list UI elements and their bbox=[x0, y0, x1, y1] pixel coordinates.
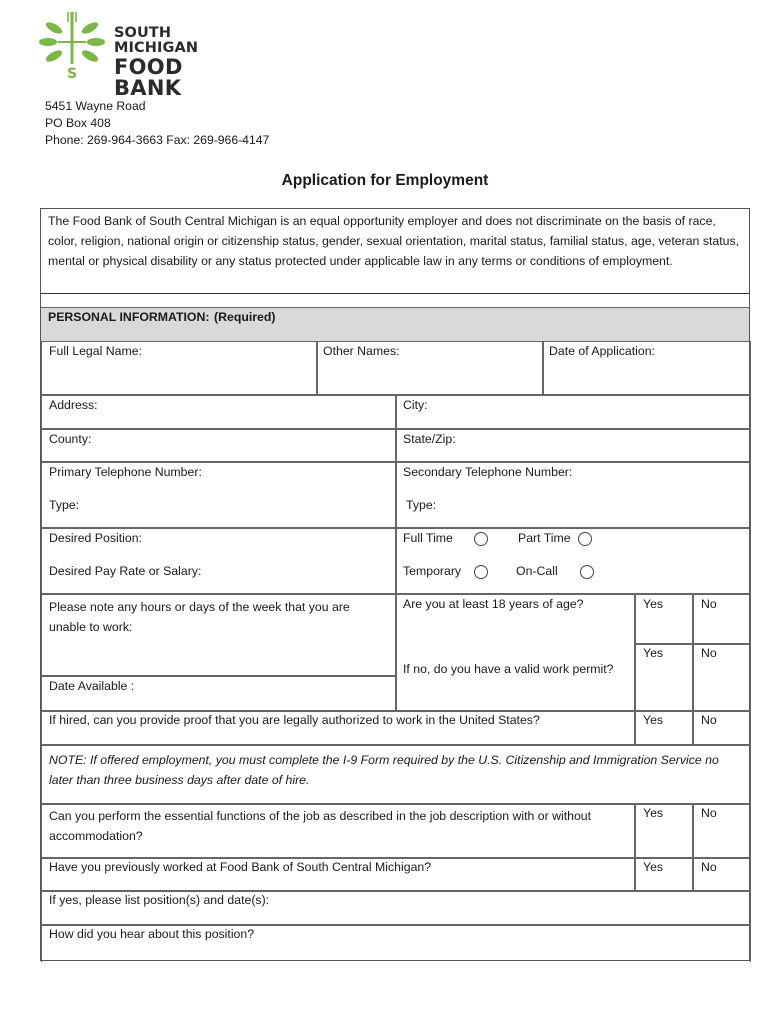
prior-positions-label: If yes, please list position(s) and date(s): bbox=[49, 893, 270, 907]
heard-about-label: How did you hear about this position? bbox=[49, 927, 255, 941]
essential-functions-no[interactable] bbox=[693, 804, 751, 858]
legal-authorization-yes-label: Yes bbox=[643, 713, 664, 727]
desired-position-label: Desired Position: bbox=[49, 531, 142, 545]
essential-functions-yes[interactable] bbox=[635, 804, 693, 858]
legal-authorization-no[interactable] bbox=[693, 711, 751, 745]
prior-positions-field[interactable] bbox=[41, 891, 751, 925]
age-18-question: Are you at least 18 years of age? bbox=[403, 597, 584, 611]
svg-text:S: S bbox=[67, 66, 78, 80]
work-permit-no-label: No bbox=[701, 646, 717, 660]
address-line2: PO Box 408 bbox=[45, 116, 111, 130]
address-field[interactable] bbox=[41, 395, 396, 429]
date-of-application-label: Date of Application: bbox=[549, 344, 655, 358]
full-time-label: Full Time bbox=[403, 531, 453, 545]
org-name-line2: FOOD BANK bbox=[114, 55, 183, 100]
other-names-label: Other Names: bbox=[323, 344, 400, 358]
previously-worked-no[interactable] bbox=[693, 858, 751, 891]
essential-functions-yes-label: Yes bbox=[643, 806, 664, 820]
state-zip-label: State/Zip: bbox=[403, 432, 456, 446]
secondary-phone-type-label: Type: bbox=[406, 498, 437, 512]
legal-authorization-yes[interactable] bbox=[635, 711, 693, 745]
city-label: City: bbox=[403, 398, 428, 412]
age-18-yes-label: Yes bbox=[643, 597, 664, 611]
date-available-label: Date Available : bbox=[49, 679, 135, 693]
legal-authorization-question bbox=[41, 711, 635, 745]
i9-note bbox=[41, 745, 751, 804]
org-name-line1: SOUTH MICHIGAN bbox=[114, 25, 199, 56]
secondary-phone-label: Secondary Telephone Number: bbox=[403, 465, 573, 479]
other-names-field[interactable] bbox=[317, 341, 543, 395]
previously-worked-no-label: No bbox=[701, 860, 717, 874]
state-zip-field[interactable] bbox=[396, 429, 751, 462]
section-heading: PERSONAL INFORMATION: bbox=[48, 310, 210, 324]
address-label: Address: bbox=[49, 398, 98, 412]
legal-authorization-no-label: No bbox=[701, 713, 717, 727]
work-permit-yes[interactable] bbox=[635, 644, 693, 711]
age-18-yes[interactable] bbox=[635, 594, 693, 644]
phone-fax: Phone: 269-964-3663 Fax: 269-966-4147 bbox=[45, 133, 270, 147]
secondary-phone-field[interactable] bbox=[396, 462, 751, 528]
part-time-radio[interactable] bbox=[578, 532, 592, 546]
i9-note-text: NOTE: If offered employment, you must complete the I-9 Form required by the U.S. Citizenship and Immigration Service no later than three business days after date of hire. bbox=[49, 753, 719, 787]
full-legal-name-label: Full Legal Name: bbox=[49, 344, 142, 358]
full-legal-name-field[interactable] bbox=[41, 341, 317, 395]
age-18-no[interactable] bbox=[693, 594, 751, 644]
primary-phone-label: Primary Telephone Number: bbox=[49, 465, 202, 479]
previously-worked-yes[interactable] bbox=[635, 858, 693, 891]
employment-form bbox=[40, 208, 750, 961]
previously-worked-question bbox=[41, 858, 635, 891]
unavailable-hours-label: Please note any hours or days of the week that you are unable to work: bbox=[49, 600, 350, 634]
temporary-label: Temporary bbox=[403, 564, 462, 578]
date-of-application-field[interactable] bbox=[543, 341, 751, 395]
work-permit-yes-label: Yes bbox=[643, 646, 664, 660]
employment-type-options bbox=[396, 528, 751, 594]
section-required: (Required) bbox=[214, 310, 276, 324]
primary-phone-type-label: Type: bbox=[49, 498, 80, 512]
work-permit-question: If no, do you have a valid work permit? bbox=[403, 662, 614, 676]
on-call-label: On-Call bbox=[516, 564, 558, 578]
work-permit-no[interactable] bbox=[693, 644, 751, 711]
page-title: Application for Employment bbox=[281, 172, 489, 189]
essential-functions-label: Can you perform the essential functions of the job as described in the job description with or without accommodation? bbox=[49, 809, 592, 843]
unavailable-hours-field[interactable] bbox=[41, 594, 396, 676]
legal-authorization-label: If hired, can you provide proof that you are legally authorized to work in the United States? bbox=[49, 713, 540, 727]
essential-functions-no-label: No bbox=[701, 806, 717, 820]
org-address bbox=[45, 98, 269, 149]
previously-worked-yes-label: Yes bbox=[643, 860, 664, 874]
full-time-radio[interactable] bbox=[474, 532, 488, 546]
date-available-field[interactable] bbox=[41, 676, 396, 711]
previously-worked-label: Have you previously worked at Food Bank of South Central Michigan? bbox=[49, 860, 432, 874]
food-bank-logo bbox=[38, 8, 248, 100]
county-label: County: bbox=[49, 432, 92, 446]
primary-phone-field[interactable] bbox=[41, 462, 396, 528]
age-permit-questions bbox=[396, 594, 635, 711]
address-line1: 5451 Wayne Road bbox=[45, 99, 146, 113]
city-field[interactable] bbox=[396, 395, 751, 429]
heard-about-field[interactable] bbox=[41, 925, 751, 962]
temporary-radio[interactable] bbox=[474, 565, 488, 579]
part-time-label: Part Time bbox=[518, 531, 571, 545]
fork-leaf-logo-icon bbox=[38, 8, 110, 80]
on-call-radio[interactable] bbox=[580, 565, 594, 579]
desired-pay-label: Desired Pay Rate or Salary: bbox=[49, 564, 202, 578]
age-18-no-label: No bbox=[701, 597, 717, 611]
county-field[interactable] bbox=[41, 429, 396, 462]
desired-position-field[interactable] bbox=[41, 528, 396, 594]
essential-functions-question bbox=[41, 804, 635, 858]
eeo-statement: The Food Bank of South Central Michigan is an equal opportunity employer and does not discriminate on the basis of race, color, religion, national origin or citizenship status, gender, sexual orientation, marital status, familial status, age, veteran status, mental or physical disability or any status protected under applicable law in any terms or conditions of employment. bbox=[48, 214, 740, 268]
